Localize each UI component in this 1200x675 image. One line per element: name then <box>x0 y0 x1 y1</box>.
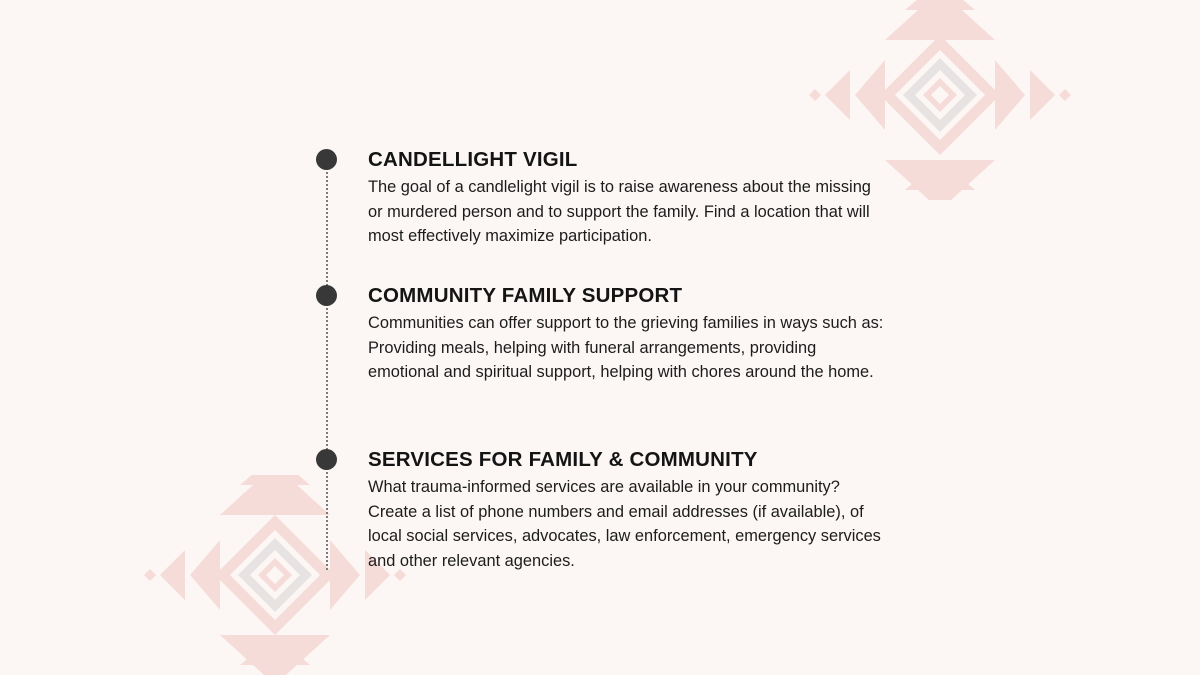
section-body: Communities can offer support to the grieving families in ways such as: Providing meals, helping with funeral arrangements, providing emotional and spiritual support, helping with chores around the home. <box>368 314 884 381</box>
timeline-marker-1 <box>316 149 337 170</box>
section-body: What trauma-informed services are available in your community? Create a list of phone numbers and email addresses (if available), of local social services, advocates, law enforcement, emergency services and other relevant agencies. <box>368 478 881 570</box>
section-heading: COMMUNITY FAMILY SUPPORT <box>368 284 683 307</box>
section-body: The goal of a candlelight vigil is to raise awareness about the missing or murdered person and to support the family. Find a location that will most effectively maximize participation. <box>368 178 871 245</box>
timeline-item-candlelight-vigil <box>368 147 888 249</box>
timeline-item-community-family-support <box>368 283 888 385</box>
timeline-marker-3 <box>316 449 337 470</box>
timeline-marker-2 <box>316 285 337 306</box>
section-heading: CANDELLIGHT VIGIL <box>368 148 578 171</box>
timeline-item-services-family-community <box>368 447 888 573</box>
section-heading: SERVICES FOR FAMILY & COMMUNITY <box>368 448 758 471</box>
timeline-dotted-line <box>326 172 328 570</box>
